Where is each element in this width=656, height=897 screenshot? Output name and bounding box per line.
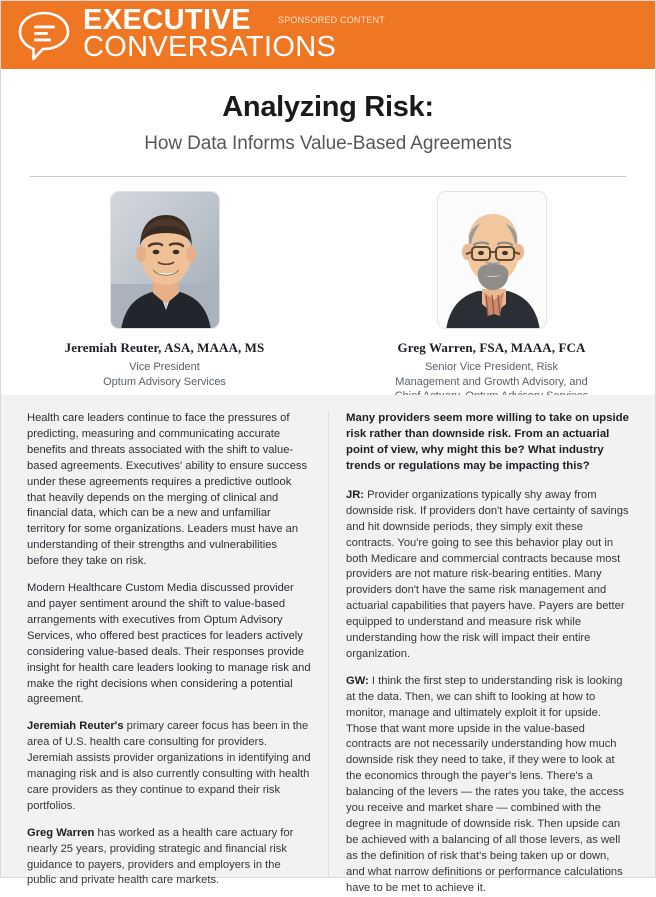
brand-line-conversations: CONVERSATIONS: [83, 31, 337, 63]
page-subtitle: How Data Informs Value-Based Agreements: [144, 133, 512, 154]
bio-text: has worked as a health care actuary for nearly 25 years, providing strategic and financial risk guidance to payers, providers and employers in the public and private health care markets.: [27, 826, 294, 887]
brand-line-executive: EXECUTIVE: [83, 4, 251, 37]
avatar: [437, 191, 547, 329]
answer-text: I think the first step to understanding risk is looking at the data. Then, we can shift to looking at how to monitor, manage and ultimately exploit it for upside. Those that want more upside in the value-based contracts are not necessarily understanding how much downside risk they need to take, if they were to look at the economics through the payer's lens. There's a balancing of the levers — the rates you take, the access you receive and market share — combined with the degree in magnitude of downside risk. Then upside can be achieved with a balancing of all those levers, as well as the definition of risk that's being taken up or down, and what narrow definitions or performance calculations have to be met to achieve it.: [346, 674, 624, 894]
page-title: Analyzing Risk:: [222, 91, 434, 123]
intro-paragraph-2: Modern Healthcare Custom Media discussed provider and payer sentiment around the shift to value-based arrangements with executives from Optum Advisory Services, who offered best practices for leaders actively considering value-based deals. Their responses provide insight for health care leaders looking to manage risk and make the right decisions when considering a potential agreement.: [27, 582, 311, 706]
bio-greg-warren: [27, 826, 311, 890]
answer-gw: [346, 674, 629, 897]
bio-name: Jeremiah Reuter's: [27, 720, 124, 733]
article-body: [1, 395, 655, 894]
bio-jeremiah-reuter: [27, 719, 311, 814]
speaker-title-line-1: Vice President: [129, 361, 200, 373]
speaker-title-line-2: Optum Advisory Services: [103, 375, 226, 388]
speaker-title-line-1: Senior Vice President, Risk: [424, 361, 559, 373]
speaker-name: Jeremiah Reuter, ASA, MAAA, MS: [64, 340, 265, 355]
sponsored-content-label: SPONSORED CONTENT: [278, 15, 385, 25]
avatar: [110, 191, 220, 329]
right-column: [328, 411, 629, 894]
speaker-title: [1, 360, 328, 389]
page-header: [1, 1, 655, 69]
speakers-row: [1, 177, 655, 404]
left-column: [27, 411, 328, 887]
speaker-greg-warren: [328, 191, 655, 404]
speaker-jeremiah-reuter: [1, 191, 328, 404]
speech-bubble-icon: [17, 10, 71, 62]
answer-jr: [346, 488, 629, 663]
answer-text: Provider organizations typically shy away from downside risk. If providers don't have certainty of savings and hit downside periods, they simply exit these contracts. You're going to see this behavior play out in both Medicare and commercial contracts because most providers are not mature risk-bearing entities. Many providers don't have the same risk management and actuarial capabilities that payers have. Payers are better equipped to understand and measure risk while understanding how the risk will impact their entire organization.: [346, 488, 629, 660]
bio-text: primary career focus has been in the area of U.S. health care consulting for providers. Jeremiah assists provider organizations in identifying and managing risk and is also currently consulting with health care providers as they continue to expand their risk portfolios.: [27, 720, 311, 812]
speaker-title-line-2: Management and Growth Advisory, and: [395, 375, 588, 388]
article-title-block: [1, 69, 655, 155]
answer-speaker-tag: GW:: [346, 674, 369, 687]
intro-paragraph-1: Health care leaders continue to face the pressures of predicting, measuring and communicating accurate benefits and threats associated with the shift to value-based agreements. Executives' ability to ensure success under these agreements requires a predictive outlook that heavily depends on the merging of clinical and financial data, which can be a new and unfamiliar territory for some organizations. Leaders must have an understanding of their strengths and vulnerabilities before they take on risk.: [27, 412, 308, 568]
answer-speaker-tag: JR:: [346, 488, 365, 501]
bio-name: Greg Warren: [27, 826, 95, 839]
speaker-name: Greg Warren, FSA, MAAA, FCA: [397, 340, 586, 355]
interview-question: Many providers seem more willing to take on upside risk rather than downside risk. From an actuarial point of view, why might this be? What industry trends or regulations may be impacting this?: [346, 412, 629, 472]
